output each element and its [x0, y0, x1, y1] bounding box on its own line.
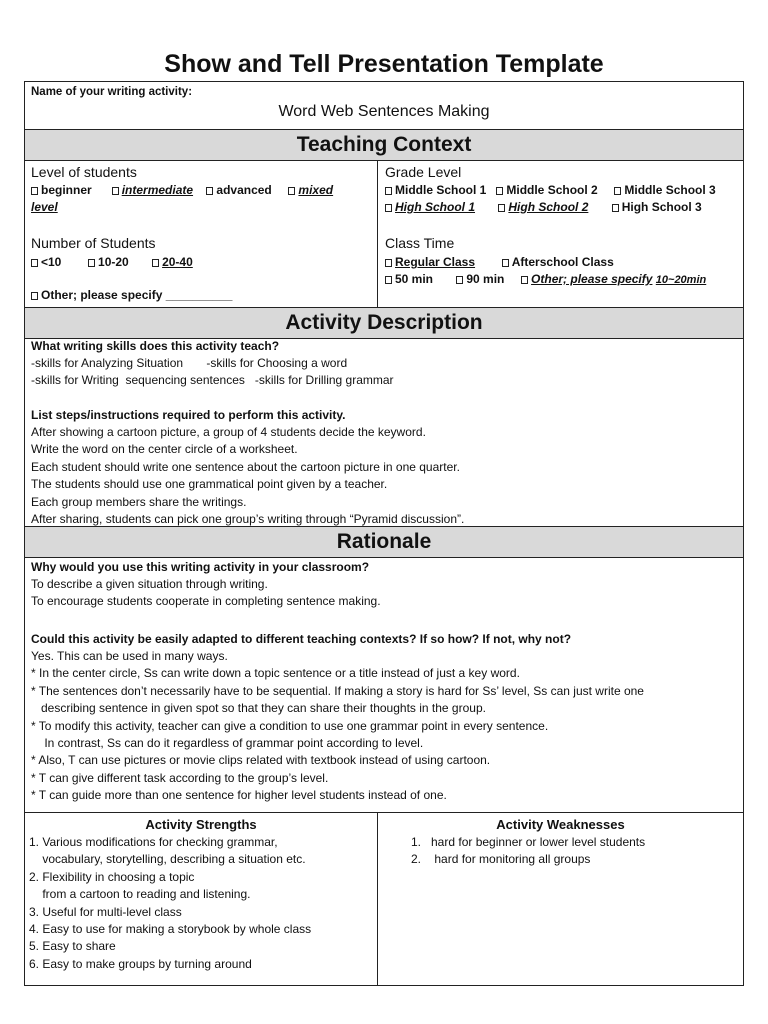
students-under-10[interactable]: <10	[31, 255, 61, 269]
adapt-list	[31, 648, 644, 805]
class-regular[interactable]: Regular Class	[385, 255, 475, 269]
students-20-40[interactable]: 20-40	[152, 255, 193, 269]
checkbox-icon	[385, 259, 392, 267]
duration-50[interactable]: 50 min	[385, 272, 433, 286]
why-line: To encourage students cooperate in completing sentence making.	[31, 594, 381, 609]
level-advanced[interactable]: advanced	[206, 183, 271, 197]
why-list	[31, 576, 381, 611]
step-line: The students should use one grammatical point given by a teacher.	[31, 477, 388, 492]
why-question: Why would you use this writing activity in your classroom?	[31, 560, 370, 574]
checkbox-icon	[496, 187, 503, 195]
students-label: Number of Students	[31, 235, 156, 251]
strength-line: 5. Easy to share	[29, 939, 116, 954]
steps-question: List steps/instructions required to perform this activity.	[31, 408, 346, 422]
checkbox-icon	[614, 187, 621, 195]
students-other[interactable]: Other; please specify __________	[31, 287, 232, 304]
grade-high-1[interactable]: High School 1	[385, 200, 475, 214]
step-line: After sharing, students can pick one group’s writing through “Pyramid discussion”.	[31, 512, 465, 527]
skills-question: What writing skills does this activity teach?	[31, 339, 280, 353]
activity-name-value: Word Web Sentences Making	[278, 103, 490, 120]
strengths-heading: Activity Strengths	[145, 817, 257, 832]
grade-options-row2	[385, 199, 702, 216]
adapt-line: describing sentence in given spot so that they can share their thoughts in the group.	[31, 701, 486, 716]
adapt-question: Could this activity be easily adapted to different teaching contexts? If so how? If not, why not?	[31, 632, 572, 646]
adapt-line: * To modify this activity, teacher can give a condition to use one grammar point in every sentence.	[31, 718, 549, 733]
grade-middle-2[interactable]: Middle School 2	[496, 183, 597, 197]
duration-other-value: 10~20min	[655, 274, 707, 286]
strength-line: 6. Easy to make groups by turning around	[29, 956, 252, 971]
adapt-line: * In the center circle, Ss can write down a topic sentence or a title instead of just a key word.	[31, 666, 520, 681]
checkbox-icon	[88, 259, 95, 267]
weakness-line: 2. hard for monitoring all groups	[411, 852, 591, 867]
checkbox-icon	[521, 276, 528, 284]
strength-line: 3. Useful for multi-level class	[29, 904, 182, 919]
students-options	[31, 254, 193, 271]
adapt-line: In contrast, Ss can do it regardless of grammar point according to level.	[31, 736, 424, 751]
checkbox-icon	[502, 259, 509, 267]
adapt-line: * T can guide more than one sentence for higher level students instead of one.	[31, 788, 447, 803]
steps-list	[31, 424, 464, 528]
step-line: Each student should write one sentence about the cartoon picture in one quarter.	[31, 459, 460, 474]
page-title: Show and Tell Presentation Template	[164, 50, 604, 78]
activity-description-heading: Activity Description	[25, 307, 743, 339]
step-line: Each group members share the writings.	[31, 494, 247, 509]
checkbox-icon	[385, 187, 392, 195]
teaching-context-heading: Teaching Context	[25, 129, 743, 161]
grade-middle-1[interactable]: Middle School 1	[385, 183, 486, 197]
template-form	[24, 81, 744, 986]
level-intermediate[interactable]: intermediate	[112, 183, 193, 197]
weakness-line: 1. hard for beginner or lower level students	[411, 835, 646, 849]
activity-name-label: Name of your writing activity:	[31, 86, 193, 98]
checkbox-icon	[31, 187, 38, 195]
level-mixed-continuation: level	[31, 200, 58, 214]
level-options	[31, 182, 333, 199]
strength-line: from a cartoon to reading and listening.	[29, 887, 251, 902]
adapt-line: * The sentences don’t necessarily have to be sequential. If making a story is hard for Ss’ level, Ss can just write one	[31, 683, 644, 698]
rationale-heading: Rationale	[25, 526, 743, 558]
level-mixed[interactable]: mixed	[288, 183, 333, 197]
strengths-divider-top	[25, 812, 743, 813]
grade-high-2[interactable]: High School 2	[498, 200, 588, 214]
step-line: Write the word on the center circle of a worksheet.	[31, 442, 298, 457]
level-label: Level of students	[31, 164, 137, 180]
strengths-divider	[377, 812, 378, 985]
why-line: To describe a given situation through writing.	[31, 577, 268, 591]
grade-label: Grade Level	[385, 164, 462, 180]
checkbox-icon	[152, 259, 159, 267]
duration-other[interactable]: Other; please specify	[521, 272, 652, 286]
skills-line: -skills for Writing sequencing sentences -skills for Drilling grammar	[31, 373, 394, 388]
students-10-20[interactable]: 10-20	[88, 255, 129, 269]
grade-options-row1	[385, 182, 716, 199]
strength-line: 2. Flexibility in choosing a topic	[29, 869, 195, 884]
strengths-list	[29, 834, 311, 973]
weaknesses-heading: Activity Weaknesses	[496, 817, 625, 832]
checkbox-icon	[31, 292, 38, 300]
context-divider	[377, 161, 378, 308]
checkbox-icon	[498, 204, 505, 212]
strength-line: vocabulary, storytelling, describing a situation etc.	[29, 852, 306, 867]
duration-options	[385, 271, 706, 289]
strength-line: 4. Easy to use for making a storybook by whole class	[29, 922, 312, 937]
grade-high-3[interactable]: High School 3	[612, 200, 702, 214]
checkbox-icon	[456, 276, 463, 284]
strength-line: 1. Various modifications for checking grammar,	[29, 835, 278, 849]
checkbox-icon	[612, 204, 619, 212]
weaknesses-list	[411, 834, 645, 869]
checkbox-icon	[385, 276, 392, 284]
adapt-line: * T can give different task according to the group’s level.	[31, 770, 329, 785]
skills-list	[31, 355, 394, 390]
adapt-line: Yes. This can be used in many ways.	[31, 649, 228, 663]
checkbox-icon	[385, 204, 392, 212]
checkbox-icon	[31, 259, 38, 267]
grade-middle-3[interactable]: Middle School 3	[614, 183, 715, 197]
checkbox-icon	[288, 187, 295, 195]
class-time-label: Class Time	[385, 235, 455, 251]
duration-90[interactable]: 90 min	[456, 272, 504, 286]
checkbox-icon	[206, 187, 213, 195]
class-type-options	[385, 254, 614, 271]
step-line: After showing a cartoon picture, a group of 4 students decide the keyword.	[31, 425, 426, 439]
adapt-line: * Also, T can use pictures or movie clips related with textbook instead of using cartoon.	[31, 753, 491, 768]
class-afterschool[interactable]: Afterschool Class	[502, 255, 614, 269]
skills-line: -skills for Analyzing Situation -skills for Choosing a word	[31, 356, 348, 370]
checkbox-icon	[112, 187, 119, 195]
level-beginner[interactable]: beginner	[31, 183, 92, 197]
